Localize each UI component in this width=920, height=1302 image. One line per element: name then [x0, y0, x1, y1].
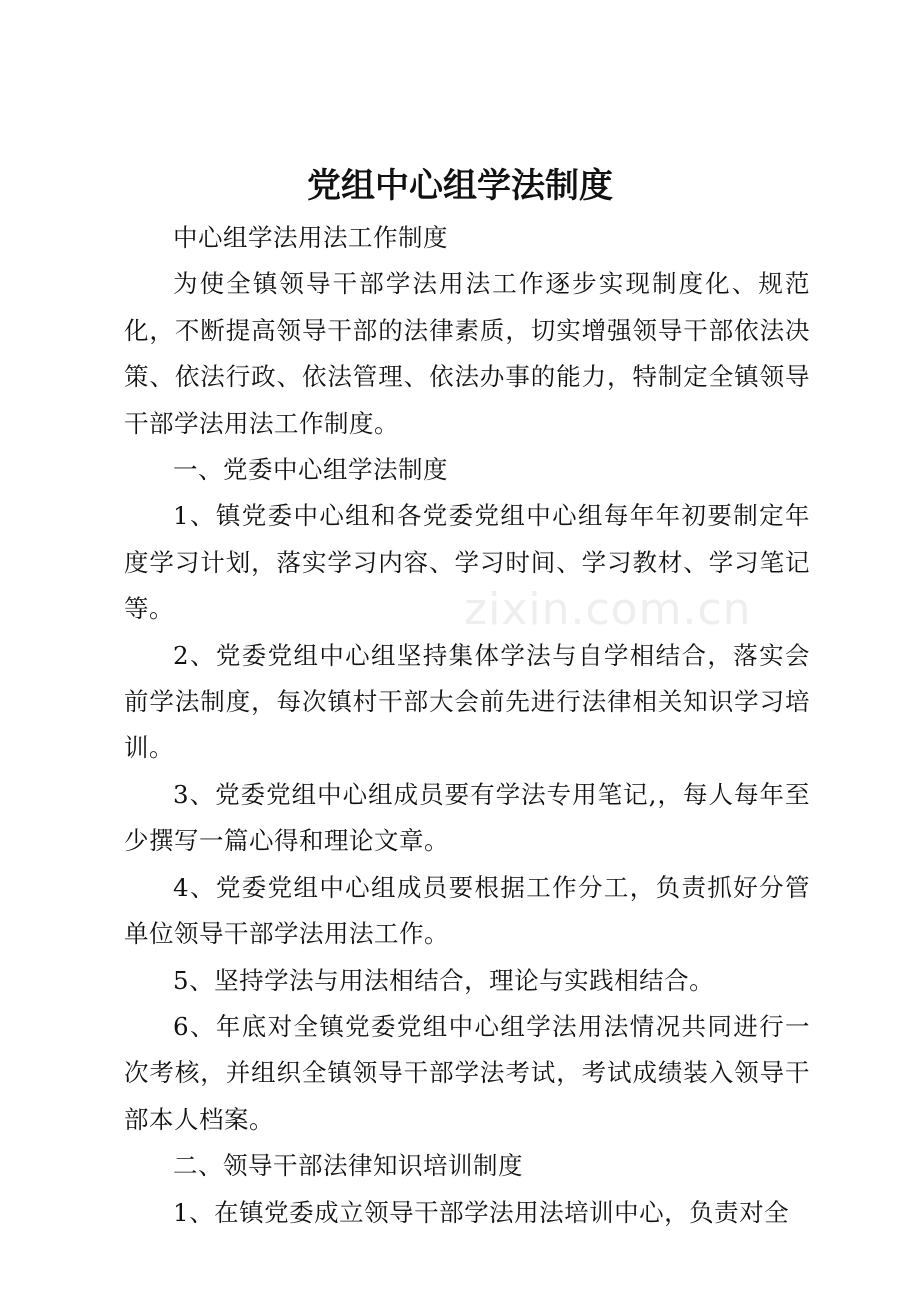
paragraph-item-1-4: 4、党委党组中心组成员要根据工作分工，负责抓好分管单位领导干部学法用法工作。 [124, 872, 810, 949]
paragraph-item-1-3: 3、党委党组中心组成员要有学法专用笔记,，每人每年至少撰写一篇心得和理论文章。 [124, 779, 810, 856]
document-title: 党组中心组学法制度 [307, 166, 613, 206]
paragraph-item-1-1: 1、镇党委中心组和各党委党组中心组每年年初要制定年度学习计划，落实学习内容、学习时间、学习教材、学习笔记等。 [124, 501, 810, 624]
paragraph-item-2-1: 1、在镇党委成立领导干部学法用法培训中心，负责对全 [173, 1197, 790, 1227]
paragraph-item-1-6: 6、年底对全镇党委党组中心组学法用法情况共同进行一次考核，并组织全镇领导干部学法考试，考试成绩装入领导干部本人档案。 [124, 1011, 810, 1134]
paragraph-item-1-5: 5、坚持学法与用法相结合，理论与实践相结合。 [173, 965, 715, 995]
document-body [124, 215, 810, 1236]
paragraph-intro: 为使全镇领导干部学法用法工作逐步实现制度化、规范化，不断提高领导干部的法律素质，切实增强领导干部依法决策、依法行政、依法管理、依法办事的能力，特制定全镇领导干部学法用法工作制度。 [124, 269, 810, 438]
paragraph-item-1-2: 2、党委党组中心组坚持集体学法与自学相结合，落实会前学法制度，每次镇村干部大会前先进行法律相关知识学习培训。 [124, 640, 810, 763]
section-heading-2: 二、领导干部法律知识培训制度 [173, 1151, 523, 1181]
paragraph-subtitle: 中心组学法用法工作制度 [173, 223, 448, 252]
section-heading-1: 一、党委中心组学法制度 [173, 455, 448, 485]
watermark: zixin.com.cn [464, 584, 752, 635]
